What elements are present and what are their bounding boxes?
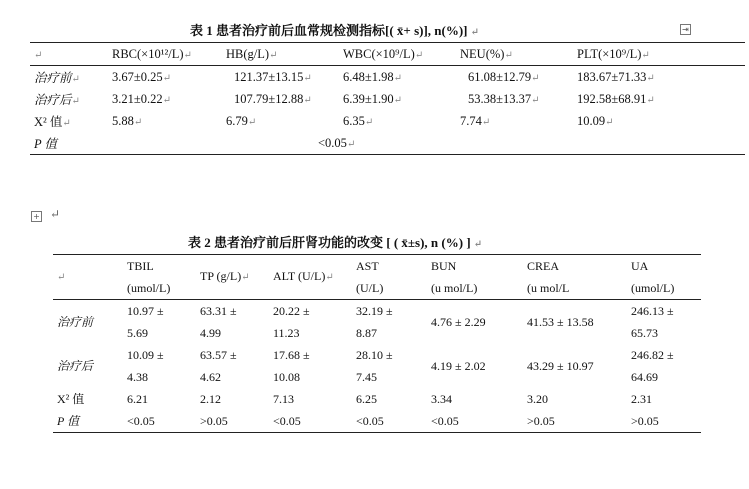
table1-row-label: 治疗前↵	[34, 71, 80, 85]
table1-cell: 6.39±1.90↵	[343, 91, 403, 106]
table1	[30, 42, 745, 155]
paragraph-mark: ↵	[50, 207, 61, 221]
table2-row-label: 治疗后	[57, 359, 94, 373]
table2-cell: 246.13 ± 65.73	[631, 304, 674, 340]
table2-header-cell: ↵	[57, 272, 66, 283]
table2-cell: <0.05	[273, 414, 301, 428]
table2-row-label: X² 值	[57, 392, 85, 406]
table2-cell: 3.34	[431, 392, 452, 406]
table2-caption: 表 2 患者治疗前后肝肾功能的改变 [ ( x̄±s), n (%) ] ↵	[188, 235, 483, 250]
table-add-row-icon[interactable]: +	[31, 211, 42, 222]
table2-cell: 2.12	[200, 392, 221, 406]
table2-cell: 2.31	[631, 392, 652, 406]
table1-row	[30, 88, 745, 110]
table1-cell: 6.35↵	[343, 113, 374, 128]
table2-header-row	[53, 255, 701, 300]
table1-cell: 183.67±71.33↵	[577, 69, 655, 84]
table2-header-cell: AST (U/L)	[356, 259, 384, 295]
table2-cell: 4.19 ± 2.02	[431, 359, 486, 373]
table2-cell: 41.53 ± 13.58	[527, 315, 594, 329]
table2-cell: 6.25	[356, 392, 377, 406]
table1-caption: 表 1 患者治疗前后血常规检测指标[( x̄+ s)], n(%)] ↵	[190, 23, 480, 38]
table2-cell: <0.05	[431, 414, 459, 428]
table1-header-cell: HB(g/L)↵	[226, 46, 278, 61]
table2-row	[53, 388, 701, 410]
table1-row-label: P 值	[34, 137, 58, 151]
table2-cell: >0.05	[200, 414, 228, 428]
table2-cell: 28.10 ± 7.45	[356, 348, 393, 384]
table1-cell: 61.08±12.79↵	[468, 69, 540, 84]
table1-p-value: <0.05↵	[318, 135, 356, 150]
table2-cell: >0.05	[527, 414, 555, 428]
table2-cell: 63.31 ± 4.99	[200, 304, 237, 340]
table1-cell: 3.67±0.25↵	[112, 69, 172, 84]
table2-row-label: P 值	[57, 414, 80, 428]
table2-header-cell: CREA (u mol/L	[527, 259, 570, 295]
table1-header-cell: RBC(×10¹²/L)↵	[112, 46, 192, 61]
table2-cell: >0.05	[631, 414, 659, 428]
table1-cell: 7.74↵	[460, 113, 491, 128]
table2-cell: 10.97 ± 5.69	[127, 304, 164, 340]
table2-row	[53, 344, 701, 388]
table1-cell: 121.37±13.15↵	[234, 69, 312, 84]
table1-cell: 10.09↵	[577, 113, 614, 128]
table1-cell: 53.38±13.37↵	[468, 91, 540, 106]
table2-row	[53, 410, 701, 433]
table2-cell: 43.29 ± 10.97	[527, 359, 594, 373]
table2-row	[53, 300, 701, 345]
table2-cell: <0.05	[356, 414, 384, 428]
table2-cell: 7.13	[273, 392, 294, 406]
table2-header-cell: TBIL (umol/L)	[127, 259, 171, 295]
table2-header-cell: ALT (U/L)↵	[273, 269, 334, 283]
table2-cell: 63.57 ± 4.62	[200, 348, 237, 384]
table2-cell: 10.09 ± 4.38	[127, 348, 164, 384]
table1-header-cell: ↵	[34, 49, 43, 61]
table2-cell: <0.05	[127, 414, 155, 428]
table1-row	[30, 66, 745, 89]
table1-cell: 6.48±1.98↵	[343, 69, 403, 84]
table2-cell: 4.76 ± 2.29	[431, 315, 486, 329]
table2-row-label: 治疗前	[57, 315, 94, 329]
table2-cell: 246.82 ± 64.69	[631, 348, 674, 384]
table2-header-cell: BUN (u mol/L)	[431, 259, 478, 295]
table1-header-cell: NEU(%)↵	[460, 46, 513, 61]
table1-cell: 3.21±0.22↵	[112, 91, 172, 106]
table1-row	[30, 110, 745, 132]
table-move-handle-icon[interactable]: ⇥	[680, 24, 691, 35]
table1-cell: 5.88↵	[112, 113, 143, 128]
table2-cell: 32.19 ± 8.87	[356, 304, 393, 340]
table1-cell: 107.79±12.88↵	[234, 91, 312, 106]
table2-header-cell: UA (umol/L)	[631, 259, 675, 295]
table1-row-label: X² 值↵	[34, 115, 71, 129]
table2-cell: 17.68 ± 10.08	[273, 348, 310, 384]
table2-header-cell: TP (g/L)↵	[200, 269, 250, 283]
table1-header-cell: WBC(×10⁹/L)↵	[343, 46, 424, 61]
table1-cell: 6.79↵	[226, 113, 257, 128]
table2-cell: 6.21	[127, 392, 148, 406]
table1-header-cell: PLT(×10⁹/L)↵	[577, 46, 650, 61]
table2-cell: 3.20	[527, 392, 548, 406]
table1-header-row	[30, 43, 745, 66]
table2	[53, 254, 701, 433]
table1-row-label: 治疗后↵	[34, 93, 80, 107]
table1-cell: 192.58±68.91↵	[577, 91, 655, 106]
table1-p-row	[30, 132, 745, 155]
table2-cell: 20.22 ± 11.23	[273, 304, 310, 340]
